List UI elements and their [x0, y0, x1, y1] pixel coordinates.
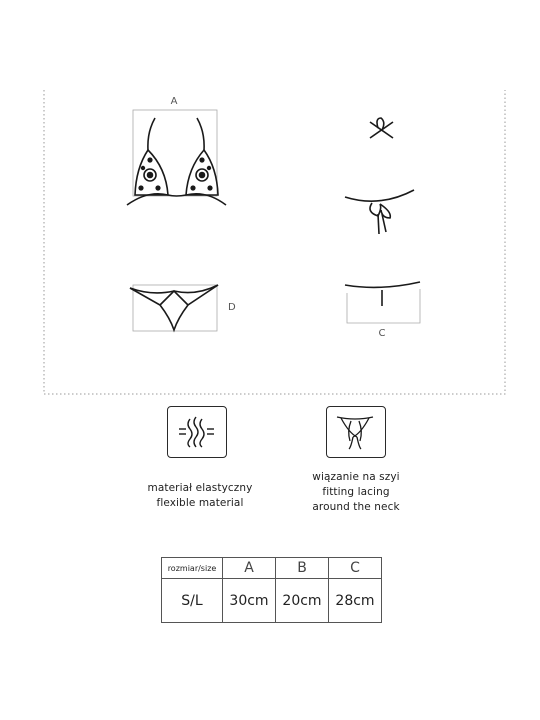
feature-caption-neck — [286, 470, 426, 515]
caption-line: materiał elastyczny — [147, 482, 253, 494]
size-table — [161, 557, 382, 623]
bra-front-drawing — [127, 110, 226, 205]
panties-back-drawing — [345, 282, 420, 323]
size-cell: S/L — [162, 579, 223, 623]
panties-front-drawing — [130, 285, 218, 331]
label-c: C — [378, 328, 386, 339]
label-a: A — [170, 96, 178, 107]
caption-line: flexible material — [156, 497, 244, 509]
stretch-waves-icon — [167, 406, 227, 458]
table-row — [162, 579, 382, 623]
caption-line: around the neck — [312, 501, 400, 513]
column-header-b: B — [276, 558, 329, 579]
caption-line: fitting lacing — [322, 486, 390, 498]
column-header-a: A — [223, 558, 276, 579]
value-cell-c: 28cm — [329, 579, 382, 623]
value-cell-a: 30cm — [223, 579, 276, 623]
label-d: D — [228, 302, 236, 313]
caption-line: wiązanie na szyi — [312, 471, 400, 483]
size-table-header — [162, 558, 382, 579]
column-header-c: C — [329, 558, 382, 579]
value-cell-b: 20cm — [276, 579, 329, 623]
bra-back-drawing — [345, 118, 414, 234]
dotted-frame — [44, 90, 505, 394]
feature-caption-elastic — [125, 481, 275, 511]
size-header-label: rozmiar/size — [162, 558, 223, 579]
neck-tie-icon — [326, 406, 386, 458]
